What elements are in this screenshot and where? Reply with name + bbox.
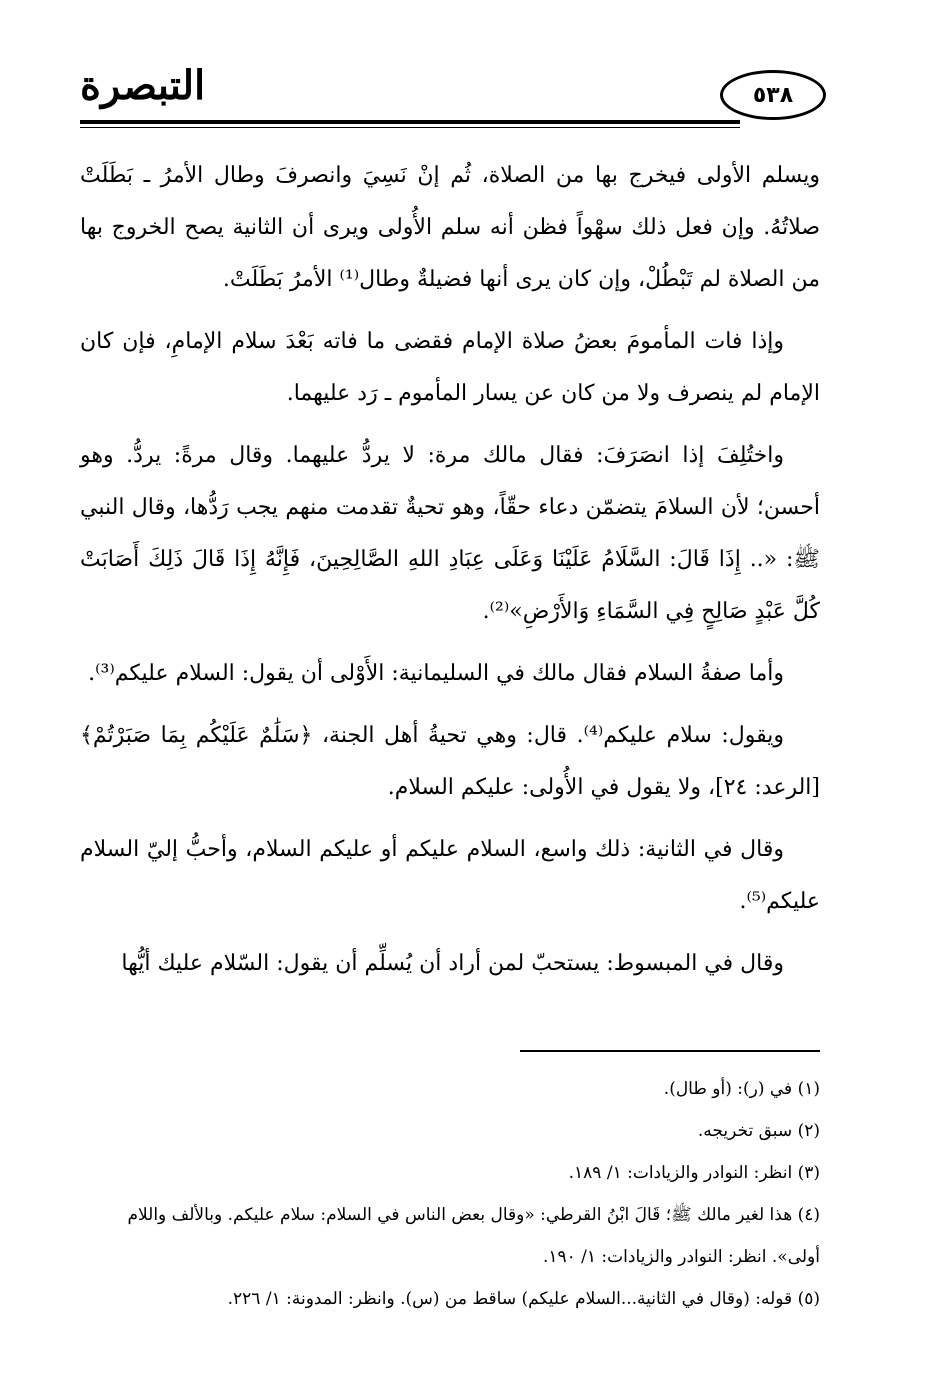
paragraph: وأما صفةُ السلام فقال مالك في السليمانية: الأَوْلى أن يقول: السلام عليكم⁽³⁾. — [88, 661, 784, 686]
book-title: التبصرة — [80, 62, 206, 109]
page-header — [80, 58, 840, 130]
paragraph: ويسلم الأولى فيخرج بها من الصلاة، ثُم إنْ نَسِيَ وانصرفَ وطال الأمرُ ـ بَطَلَتْ صلاتُهُ. وإن فعل ذلك سهْواً فظن أنه سلم الأُولى ويرى أن الثانية يصح الخروج بها من الصلاة لم تَبْطُلْ، وإن كان يرى أنها فضيلةٌ وطال⁽¹⁾ الأمرُ بَطَلَتْ. — [80, 163, 820, 292]
main-text — [80, 150, 820, 1000]
footnote: (٣) انظر: النوادر والزيادات: ١/ ١٨٩. — [568, 1163, 820, 1183]
footnotes — [80, 1068, 820, 1320]
paragraph: وقال في المبسوط: يستحبّ لمن أراد أن يُسلِّم أن يقول: السّلام عليك أيُّها — [121, 951, 784, 976]
paragraph: ويقول: سلام عليكم⁽⁴⁾. قال: وهي تحيةُ أهل الجنة، ﴿سَلَٰمٌ عَلَيْكُم بِمَا صَبَرْتُمْ﴾ [الرعد: ٢٤]، ولا يقول في الأُولى: عليكم السلام. — [80, 723, 820, 800]
footnote: (٥) قوله: (وقال في الثانية...السلام عليكم) ساقط من (س). وانظر: المدونة: ١/ ٢٢٦. — [227, 1289, 820, 1309]
page-number-oval — [720, 70, 826, 120]
header-rule — [80, 120, 740, 124]
footnote: (٤) هذا لغير مالك ﷺ؛ قَالَ ابْنُ القرطي: «وقال بعض الناس في السلام: سلام عليكم. وبالألف واللام أولى». انظر: النوادر والزيادات: ١/ ١٩٠. — [127, 1205, 820, 1267]
footnote: (١) في (ر): (أو طال). — [663, 1079, 820, 1099]
header-rule-thin — [80, 127, 740, 128]
page-number: ٥٣٨ — [752, 82, 794, 108]
paragraph: واختُلِفَ إذا انصَرَفَ: فقال مالك مرة: لا يردُّ عليهما. وقال مرةً: يردُّ. وهو أحسن؛ لأن السلامَ يتضمّن دعاء حقّاً، وهو تحيةٌ تقدمت منهم يجب رَدُّها، وقال النبي ﷺ: «.. إِذَا قَالَ: السَّلَامُ عَلَيْنَا وَعَلَى عِبَادِ اللهِ الصَّالِحِينَ، فَإِنَّهُ إِذَا قَالَ ذَلِكَ أَصَابَتْ كُلَّ عَبْدٍ صَالِحٍ فِي السَّمَاءِ وَالأَرْضِ»⁽²⁾. — [80, 443, 820, 624]
paragraph: وإذا فات المأمومَ بعضُ صلاة الإمام فقضى ما فاته بَعْدَ سلام الإمامِ، فإن كان الإمام لم ينصرف ولا من كان عن يسار المأموم ـ رَد عليهما. — [80, 329, 820, 406]
footnote-separator — [520, 1050, 820, 1052]
paragraph: وقال في الثانية: ذلك واسع، السلام عليكم أو عليكم السلام، وأحبُّ إليّ السلام عليكم⁽⁵⁾. — [80, 837, 820, 914]
footnote: (٢) سبق تخريجه. — [697, 1121, 820, 1141]
